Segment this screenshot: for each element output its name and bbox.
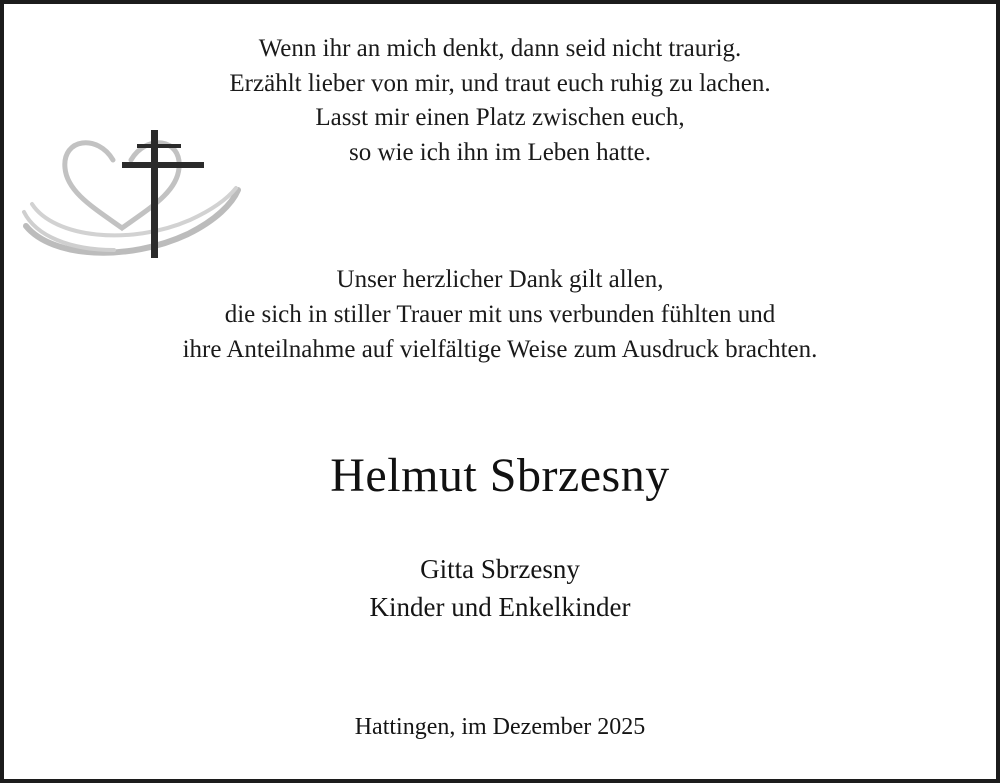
memorial-verse [4,32,996,170]
verse-line: Erzählt lieber von mir, und traut euch ruhig zu lachen. [229,69,771,97]
survivor-line: Kinder und Enkelkinder [369,592,631,622]
thanks-line: ihre Anteilnahme auf vielfältige Weise zum Ausdruck brachten. [182,336,818,363]
thanks-message [4,262,996,367]
thanks-line: die sich in stiller Trauer mit uns verbunden fühlten und [224,301,776,328]
deceased-name: Helmut Sbrzesny [330,449,670,502]
verse-line: so wie ich ihn im Leben hatte. [348,138,651,166]
verse-line: Lasst mir einen Platz zwischen euch, [315,104,685,131]
survivor-line: Gitta Sbrzesny [420,554,580,584]
survivors-list [4,550,996,626]
place-and-date: Hattingen, im Dezember 2025 [354,714,646,740]
thanks-line: Unser herzlicher Dank gilt allen, [336,266,664,293]
verse-line: Wenn ihr an mich denkt, dann seid nicht traurig. [258,35,742,62]
